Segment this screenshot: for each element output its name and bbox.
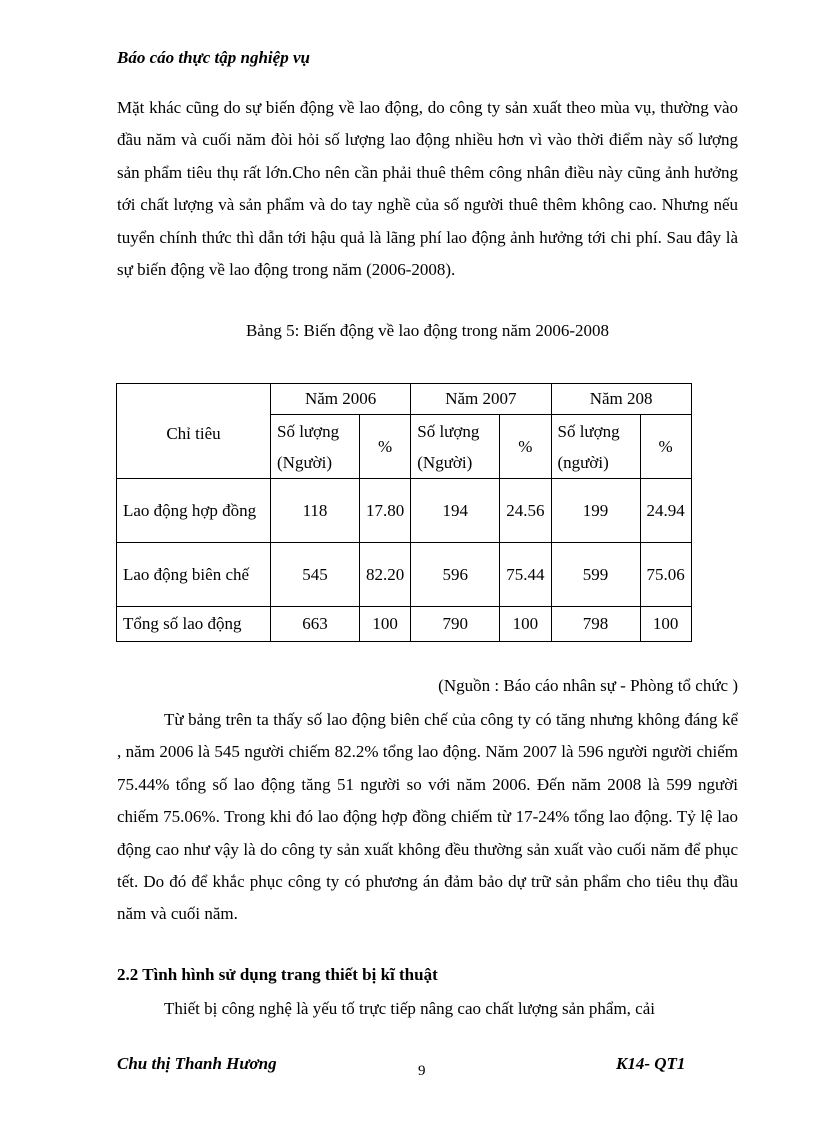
table-cell: 118 — [271, 479, 360, 543]
header-indicator: Chỉ tiêu — [117, 384, 271, 479]
table-cell: 798 — [551, 607, 640, 642]
row-label-permanent: Lao động biên chế — [117, 543, 271, 607]
table-cell: 24.94 — [640, 479, 691, 543]
header-percent-2008: % — [640, 415, 691, 479]
row-label-total: Tổng số lao động — [117, 607, 271, 642]
header-count-2007: Số lượng (Người) — [411, 415, 500, 479]
table-cell: 75.06 — [640, 543, 691, 607]
header-year-2007: Năm 2007 — [411, 384, 551, 415]
table-cell: 790 — [411, 607, 500, 642]
table-cell: 596 — [411, 543, 500, 607]
table-cell: 545 — [271, 543, 360, 607]
table-cell: 24.56 — [500, 479, 551, 543]
section-heading: 2.2 Tình hình sử dụng trang thiết bị kĩ thuật — [117, 965, 438, 984]
page-number: 9 — [418, 1063, 426, 1079]
table-row — [117, 543, 692, 607]
paragraph-equipment: Thiết bị công nghệ là yếu tố trực tiếp nâng cao chất lượng sản phẩm, cải — [164, 999, 655, 1018]
document-header: Báo cáo thực tập nghiệp vụ — [117, 48, 310, 67]
table-cell: 17.80 — [360, 479, 411, 543]
table-cell: 663 — [271, 607, 360, 642]
table-row — [117, 607, 692, 642]
table-cell: 199 — [551, 479, 640, 543]
header-percent-2006: % — [360, 415, 411, 479]
header-count-2008: Số lượng (người) — [551, 415, 640, 479]
table-cell: 100 — [500, 607, 551, 642]
table-cell: 100 — [640, 607, 691, 642]
paragraph-labor-fluctuation: Mặt khác cũng do sự biến động về lao động, do công ty sản xuất theo mùa vụ, thường vào đầu năm và cuối năm đòi hỏi số lượng lao động nhiều hơn vì vào thời điểm này số lượng sản phẩm tiêu thụ rất lớn.Cho nên cần phải thuê thêm công nhân điều này cũng ảnh hưởng tới chất lượng và sản phẩm và do tay nghề của số người thuê thêm không cao. Nhưng nếu tuyển chính thức thì dẫn tới hậu quả là lãng phí lao động ảnh hưởng tới chi phí. Sau đây là sự biến động về lao động trong năm (2006-2008). — [117, 98, 738, 280]
header-count-2006: Số lượng (Người) — [271, 415, 360, 479]
table-row — [117, 479, 692, 543]
table-caption: Bảng 5: Biến động về lao động trong năm 2006-2008 — [245, 321, 610, 340]
header-year-2008: Năm 208 — [551, 384, 691, 415]
header-year-2006: Năm 2006 — [271, 384, 411, 415]
table-header-row-years — [117, 384, 692, 415]
paragraph-analysis: Từ bảng trên ta thấy số lao động biên chế của công ty có tăng nhưng không đáng kể , năm 2006 là 545 người chiếm 82.2% tổng lao động. Năm 2007 là 596 người người chiếm 75.44% tổng số lao động tăng 51 người so với năm 2006. Đến năm 2008 là 599 người chiếm 75.06%. Trong khi đó lao động hợp đồng chiếm từ 17-24% tổng lao động. Tỷ lệ lao động cao như vậy là do công ty sản xuất không đều thường sản xuất vào cuối năm để phục tết. Do đó để khắc phục công ty có phương án đảm bảo dự trữ sản phẩm cho tiêu thụ đầu năm và cuối năm. — [117, 710, 738, 924]
labor-table — [116, 383, 692, 642]
footer-class: K14- QT1 — [616, 1054, 686, 1073]
table-cell: 100 — [360, 607, 411, 642]
row-label-contract: Lao động hợp đồng — [117, 479, 271, 543]
table-cell: 75.44 — [500, 543, 551, 607]
table-cell: 194 — [411, 479, 500, 543]
table-cell: 82.20 — [360, 543, 411, 607]
header-percent-2007: % — [500, 415, 551, 479]
table-source: (Nguồn : Báo cáo nhân sự - Phòng tổ chức ) — [438, 676, 738, 695]
footer-author: Chu thị Thanh Hương — [117, 1054, 277, 1073]
table-cell: 599 — [551, 543, 640, 607]
